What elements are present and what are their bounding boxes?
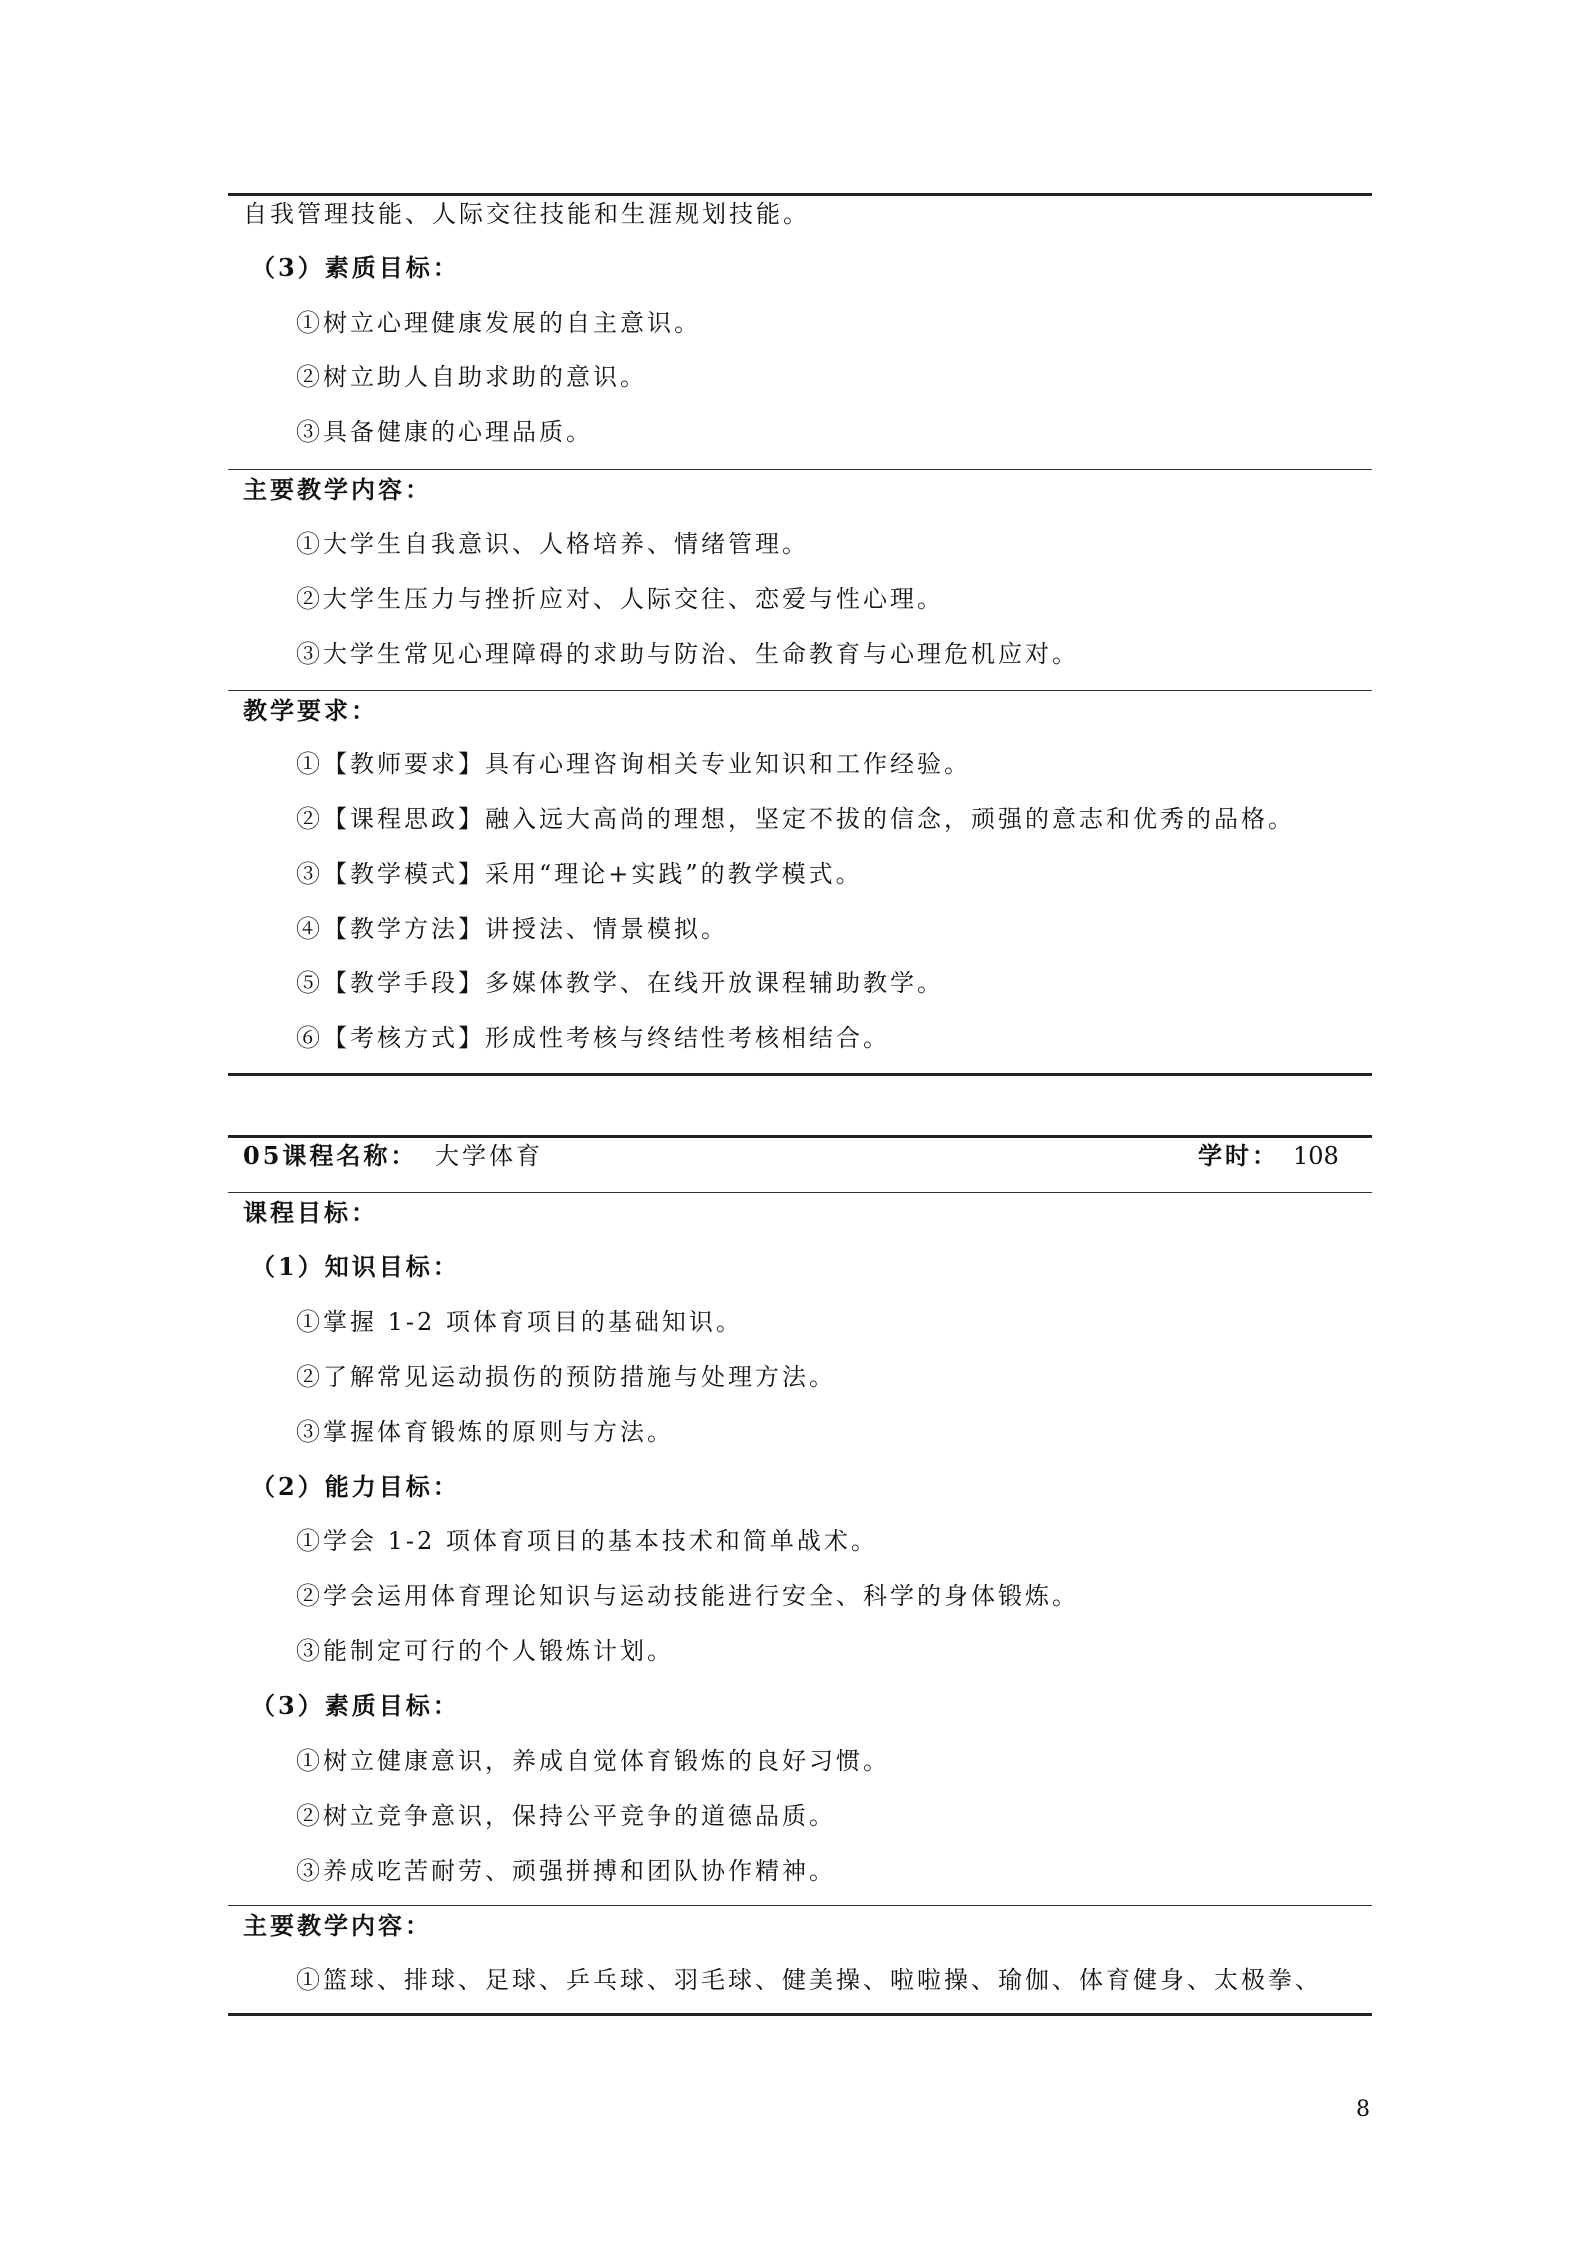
main-content-item: ①篮球、排球、足球、乒乓球、羽毛球、健美操、啦啦操、瑜伽、体育健身、太极拳、: [296, 1966, 1322, 1994]
row-divider: [228, 1192, 1372, 1193]
ability-goal-item: ③能制定可行的个人锻炼计划。: [296, 1637, 674, 1665]
hours-value: 108: [1293, 1142, 1339, 1170]
course-goal-heading: 课程目标：: [243, 1198, 378, 1227]
course-name-label: 05课程名称：: [243, 1141, 418, 1170]
teaching-requirement-item: ⑥【考核方式】形成性考核与终结性考核相结合。: [296, 1024, 890, 1052]
course-name-value: 大学体育: [435, 1142, 543, 1170]
main-content-heading: 主要教学内容：: [243, 475, 432, 504]
quality-goal-item: ②树立助人自助求助的意识。: [296, 363, 647, 391]
teaching-requirement-item: ⑤【教学手段】多媒体教学、在线开放课程辅助教学。: [296, 969, 944, 997]
main-content-heading: 主要教学内容：: [243, 1911, 432, 1940]
row-divider: [228, 1905, 1372, 1906]
knowledge-goal-item: ③掌握体育锻炼的原则与方法。: [296, 1418, 674, 1446]
table-bottom-rule: [228, 2013, 1372, 2016]
hours-label: 学时：: [1198, 1141, 1279, 1170]
continuation-text: 自我管理技能、人际交往技能和生涯规划技能。: [243, 200, 810, 228]
main-content-item: ②大学生压力与挫折应对、人际交往、恋爱与性心理。: [296, 585, 944, 613]
teaching-requirement-item: ①【教师要求】具有心理咨询相关专业知识和工作经验。: [296, 750, 971, 778]
quality-goal-item: ③具备健康的心理品质。: [296, 418, 593, 446]
main-content-item: ③大学生常见心理障碍的求助与防治、生命教育与心理危机应对。: [296, 640, 1079, 668]
ability-goal-item: ①学会 1-2 项体育项目的基本技术和简单战术。: [296, 1527, 878, 1555]
knowledge-goal-heading: （1）知识目标：: [251, 1252, 460, 1281]
quality-goal-heading: （3）素质目标：: [251, 1691, 460, 1720]
quality-goal-item: ③养成吃苦耐劳、顽强拼搏和团队协作精神。: [296, 1857, 836, 1885]
teaching-requirement-item: ③【教学模式】采用“理论+实践”的教学模式。: [296, 860, 863, 888]
row-divider: [228, 469, 1372, 470]
quality-goal-item: ①树立心理健康发展的自主意识。: [296, 309, 701, 337]
quality-goal-item: ②树立竞争意识，保持公平竞争的道德品质。: [296, 1802, 836, 1830]
row-divider: [228, 690, 1372, 691]
ability-goal-heading: （2）能力目标：: [251, 1472, 460, 1501]
table-bottom-rule: [228, 1073, 1372, 1076]
quality-goal-item: ①树立健康意识，养成自觉体育锻炼的良好习惯。: [296, 1747, 890, 1775]
page-number: 8: [1356, 2097, 1370, 2122]
table-top-rule: [228, 193, 1372, 196]
table-top-rule: [228, 1135, 1372, 1138]
teaching-requirements-heading: 教学要求：: [243, 696, 378, 725]
ability-goal-item: ②学会运用体育理论知识与运动技能进行安全、科学的身体锻炼。: [296, 1582, 1079, 1610]
main-content-item: ①大学生自我意识、人格培养、情绪管理。: [296, 530, 809, 558]
knowledge-goal-item: ①掌握 1-2 项体育项目的基础知识。: [296, 1308, 743, 1336]
quality-goal-heading: （3）素质目标：: [251, 253, 460, 282]
teaching-requirement-item: ④【教学方法】讲授法、情景模拟。: [296, 915, 728, 943]
teaching-requirement-item: ②【课程思政】融入远大高尚的理想，坚定不拔的信念，顽强的意志和优秀的品格。: [296, 805, 1295, 833]
knowledge-goal-item: ②了解常见运动损伤的预防措施与处理方法。: [296, 1363, 836, 1391]
